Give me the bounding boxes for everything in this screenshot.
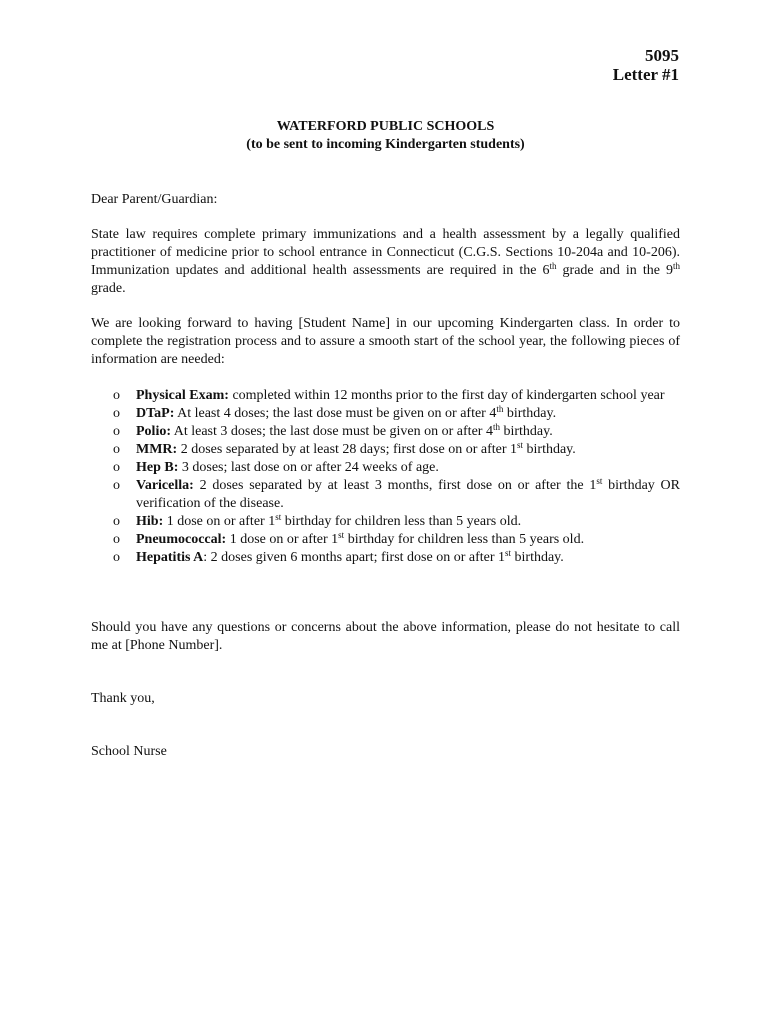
paragraph-state-law-sup1: th (549, 261, 557, 271)
signature: School Nurse (91, 744, 167, 759)
bullet-icon: o (113, 532, 120, 547)
paragraph-state-law-part3: grade. (91, 281, 126, 296)
item-label: DTaP: (136, 406, 175, 421)
item-label: Hepatitis A (136, 550, 204, 565)
letter-label: Letter #1 (612, 65, 679, 84)
bullet-icon: o (113, 460, 120, 475)
list-item (91, 423, 680, 441)
policy-number: 5095 (645, 46, 679, 65)
item-text: 2 doses separated by at least 28 days; first dose on or after 1 (177, 442, 517, 457)
bullet-icon: o (113, 442, 120, 457)
bullet-icon: o (113, 514, 120, 529)
item-tail: birthday. (523, 442, 576, 457)
item-label: MMR: (136, 442, 178, 457)
item-ordinal-suffix: th (492, 422, 500, 432)
item-tail: birthday for children less than 5 years old. (344, 532, 585, 547)
paragraph-questions: Should you have any questions or concerns about the above information, please do not hesitate to call me at [Phone Number]. (91, 620, 680, 653)
item-label: Polio: (136, 424, 171, 439)
list-item (91, 531, 680, 549)
item-ordinal-suffix: st (338, 530, 345, 540)
immunization-list (91, 387, 680, 567)
item-label: Hep B: (136, 460, 179, 475)
item-text: At least 4 doses; the last dose must be given on or after 4 (174, 406, 497, 421)
paragraph-state-law-sup2: th (673, 261, 681, 271)
list-item (91, 459, 680, 477)
bullet-icon: o (113, 406, 120, 421)
bullet-icon: o (113, 478, 120, 493)
item-tail: birthday OR verification of the disease. (136, 478, 680, 511)
item-ordinal-suffix: st (275, 512, 282, 522)
bullet-icon: o (113, 424, 120, 439)
item-text: : 2 doses given 6 months apart; first dose on or after 1 (203, 550, 505, 565)
immunization-list-container (91, 387, 680, 567)
item-label: Pneumococcal: (136, 532, 227, 547)
item-label: Physical Exam: (136, 388, 229, 403)
salutation: Dear Parent/Guardian: (91, 192, 218, 207)
item-ordinal-suffix: th (496, 404, 504, 414)
list-item (91, 477, 680, 513)
bullet-icon: o (113, 388, 120, 403)
item-text: 1 dose on or after 1 (226, 532, 339, 547)
item-ordinal-suffix: st (517, 440, 524, 450)
list-item (91, 549, 680, 567)
item-text: completed within 12 months prior to the first day of kindergarten school year (228, 388, 665, 403)
item-label: Hib: (136, 514, 164, 529)
item-tail: birthday. (511, 550, 564, 565)
item-ordinal-suffix: st (505, 548, 512, 558)
list-item (91, 513, 680, 531)
item-label: Varicella: (136, 478, 194, 493)
document-subtitle: (to be sent to incoming Kindergarten students) (246, 137, 525, 152)
paragraph-state-law (91, 226, 680, 298)
paragraph-state-law-part2: grade and in the 9 (556, 263, 673, 278)
item-tail: birthday. (499, 424, 553, 439)
document-title: WATERFORD PUBLIC SCHOOLS (276, 119, 495, 134)
list-item (91, 441, 680, 459)
item-text: At least 3 doses; the last dose must be given on or after 4 (171, 424, 493, 439)
paragraph-state-law-part1: State law requires complete primary immunizations and a health assessment by a legally qualified practitioner of medicine prior to school entrance in Connecticut (C.G.S. Sections 10-204a and 10-206). Immunization updates and additional health assessments are required in the 6 (91, 227, 680, 278)
list-item (91, 387, 680, 405)
item-tail: birthday for children less than 5 years old. (281, 514, 522, 529)
paragraph-registration: We are looking forward to having [Student Name] in our upcoming Kindergarten class. In order to complete the registration process and to assure a smooth start of the school year, the following pieces of information are needed: (91, 316, 680, 367)
item-text: 3 doses; last dose on or after 24 weeks of age. (178, 460, 439, 475)
closing: Thank you, (91, 691, 155, 706)
item-ordinal-suffix: st (596, 476, 603, 486)
item-text: 2 doses separated by at least 3 months, first dose on or after the 1 (193, 478, 597, 493)
item-tail: birthday. (503, 406, 557, 421)
bullet-icon: o (113, 550, 120, 565)
list-item (91, 405, 680, 423)
item-text: 1 dose on or after 1 (163, 514, 276, 529)
